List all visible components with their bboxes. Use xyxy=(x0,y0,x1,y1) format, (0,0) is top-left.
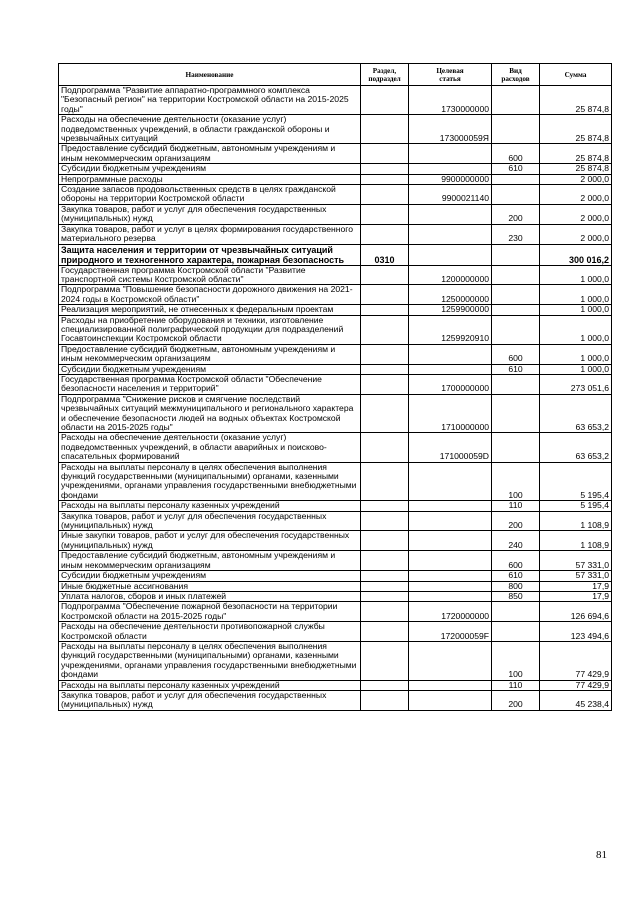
row-sum: 63 653,2 xyxy=(540,433,612,462)
row-expense xyxy=(492,244,540,265)
page-number: 81 xyxy=(596,849,607,861)
row-expense: 850 xyxy=(492,591,540,601)
row-section xyxy=(361,204,409,224)
table-row xyxy=(59,571,612,581)
row-section xyxy=(361,433,409,462)
row-target: 173000059Я xyxy=(409,115,492,144)
row-sum: 2 000,0 xyxy=(540,185,612,205)
row-target xyxy=(409,501,492,511)
row-section: 0310 xyxy=(361,244,409,265)
row-target: 1259920910 xyxy=(409,315,492,344)
row-section xyxy=(361,344,409,364)
table-row xyxy=(59,531,612,551)
row-name: Реализация мероприятий, не отнесенных к федеральным проектам xyxy=(59,305,361,315)
row-expense: 110 xyxy=(492,680,540,690)
row-sum: 1 108,9 xyxy=(540,511,612,531)
row-sum: 2 000,0 xyxy=(540,224,612,244)
header-section: Раздел, подраздел xyxy=(361,64,409,86)
row-target xyxy=(409,571,492,581)
row-name: Подпрограмма "Снижение рисков и смягчение последствий чрезвычайных ситуаций межмуниципального и регионального характера и обеспечение безопасности людей на водных объектах Костромской области на 2015-2025 годы" xyxy=(59,394,361,433)
row-expense xyxy=(492,602,540,622)
row-target xyxy=(409,680,492,690)
row-sum: 45 238,4 xyxy=(540,690,612,710)
table-row xyxy=(59,115,612,144)
table-row xyxy=(59,315,612,344)
row-sum: 5 195,4 xyxy=(540,462,612,501)
row-expense: 610 xyxy=(492,364,540,374)
table-row xyxy=(59,622,612,642)
table-row xyxy=(59,680,612,690)
table-row xyxy=(59,462,612,501)
row-expense: 110 xyxy=(492,501,540,511)
row-section xyxy=(361,364,409,374)
row-sum: 1 000,0 xyxy=(540,364,612,374)
row-section xyxy=(361,285,409,305)
row-expense: 240 xyxy=(492,531,540,551)
header-target: Целевая статья xyxy=(409,64,492,86)
row-name: Расходы на обеспечение деятельности противопожарной службы Костромской области xyxy=(59,622,361,642)
row-target: 1700000000 xyxy=(409,374,492,394)
row-sum: 63 653,2 xyxy=(540,394,612,433)
row-expense xyxy=(492,285,540,305)
row-sum: 1 000,0 xyxy=(540,265,612,285)
row-expense: 100 xyxy=(492,641,540,680)
row-name: Подпрограмма "Обеспечение пожарной безопасности на территории Костромской области на 2015-2025 годы" xyxy=(59,602,361,622)
row-section xyxy=(361,531,409,551)
row-expense: 200 xyxy=(492,511,540,531)
header-expense: Вид расходов xyxy=(492,64,540,86)
row-target xyxy=(409,591,492,601)
row-target: 9900000000 xyxy=(409,174,492,184)
row-expense: 230 xyxy=(492,224,540,244)
row-section xyxy=(361,511,409,531)
row-sum: 126 694,6 xyxy=(540,602,612,622)
row-name: Закупка товаров, работ и услуг для обеспечения государственных (муниципальных) нужд xyxy=(59,690,361,710)
row-expense xyxy=(492,315,540,344)
row-section xyxy=(361,265,409,285)
row-expense: 200 xyxy=(492,204,540,224)
row-expense: 610 xyxy=(492,164,540,174)
table-row xyxy=(59,602,612,622)
table-row xyxy=(59,164,612,174)
row-sum: 25 874,8 xyxy=(540,144,612,164)
table-row xyxy=(59,581,612,591)
row-expense: 600 xyxy=(492,144,540,164)
row-name: Подпрограмма "Развитие аппаратно-программного комплекса "Безопасный регион" на территории Костромской области на 2015-2025 годы" xyxy=(59,86,361,115)
row-section xyxy=(361,394,409,433)
row-expense: 610 xyxy=(492,571,540,581)
row-target: 1720000000 xyxy=(409,602,492,622)
row-sum: 300 016,2 xyxy=(540,244,612,265)
row-section xyxy=(361,622,409,642)
row-name: Расходы на выплаты персоналу казенных учреждений xyxy=(59,501,361,511)
row-name: Расходы на выплаты персоналу в целях обеспечения выполнения функций государственными (муниципальными) органами, казенными учреждениями, органами управления государственными внебюджетными фондами xyxy=(59,641,361,680)
row-target xyxy=(409,531,492,551)
table-row xyxy=(59,204,612,224)
row-sum: 25 874,8 xyxy=(540,164,612,174)
row-section xyxy=(361,315,409,344)
row-name: Государственная программа Костромской области "Развитие транспортной системы Костромской области" xyxy=(59,265,361,285)
row-name: Расходы на выплаты персоналу казенных учреждений xyxy=(59,680,361,690)
row-section xyxy=(361,591,409,601)
row-name: Субсидии бюджетным учреждениям xyxy=(59,364,361,374)
row-section xyxy=(361,374,409,394)
row-sum: 17,9 xyxy=(540,581,612,591)
row-name: Расходы на приобретение оборудования и техники, изготовление специализированной полиграфической продукции для подразделений Госавтоинспекции Костромской области xyxy=(59,315,361,344)
row-target xyxy=(409,581,492,591)
row-section xyxy=(361,164,409,174)
row-expense: 600 xyxy=(492,344,540,364)
row-target xyxy=(409,164,492,174)
row-section xyxy=(361,690,409,710)
row-section xyxy=(361,680,409,690)
table-row xyxy=(59,511,612,531)
table-row xyxy=(59,591,612,601)
row-sum: 77 429,9 xyxy=(540,641,612,680)
row-sum: 57 331,0 xyxy=(540,551,612,571)
row-name: Расходы на выплаты персоналу в целях обеспечения выполнения функций государственными (муниципальными) органами, казенными учреждениями, органами управления государственными внебюджетными фондами xyxy=(59,462,361,501)
table-row xyxy=(59,174,612,184)
row-sum: 25 874,8 xyxy=(540,86,612,115)
table-row xyxy=(59,185,612,205)
row-name: Иные бюджетные ассигнования xyxy=(59,581,361,591)
row-name: Государственная программа Костромской области "Обеспечение безопасности населения и территорий" xyxy=(59,374,361,394)
row-target: 9900021140 xyxy=(409,185,492,205)
row-name: Предоставление субсидий бюджетным, автономным учреждениям и иным некоммерческим организациям xyxy=(59,344,361,364)
table-row xyxy=(59,344,612,364)
row-expense: 600 xyxy=(492,551,540,571)
row-sum: 25 874,8 xyxy=(540,115,612,144)
row-name: Предоставление субсидий бюджетным, автономным учреждениям и иным некоммерческим организациям xyxy=(59,144,361,164)
row-target: 1250000000 xyxy=(409,285,492,305)
row-section xyxy=(361,551,409,571)
row-sum: 1 000,0 xyxy=(540,344,612,364)
row-expense xyxy=(492,622,540,642)
row-target xyxy=(409,462,492,501)
row-section xyxy=(361,571,409,581)
row-target xyxy=(409,204,492,224)
table-body xyxy=(59,86,612,711)
row-section xyxy=(361,581,409,591)
row-sum: 77 429,9 xyxy=(540,680,612,690)
row-name: Создание запасов продовольственных средств в целях гражданской обороны на территории Костромской области xyxy=(59,185,361,205)
row-section xyxy=(361,602,409,622)
row-target xyxy=(409,690,492,710)
row-expense xyxy=(492,374,540,394)
table-row xyxy=(59,224,612,244)
row-expense xyxy=(492,394,540,433)
row-sum: 1 000,0 xyxy=(540,305,612,315)
row-section xyxy=(361,462,409,501)
row-expense: 800 xyxy=(492,581,540,591)
table-row xyxy=(59,374,612,394)
header-name: Наименование xyxy=(59,64,361,86)
row-name: Предоставление субсидий бюджетным, автономным учреждениям и иным некоммерческим организациям xyxy=(59,551,361,571)
row-name: Непрограммные расходы xyxy=(59,174,361,184)
row-target xyxy=(409,641,492,680)
row-expense: 100 xyxy=(492,462,540,501)
row-name: Закупка товаров, работ и услуг в целях формирования государственного материального резерва xyxy=(59,224,361,244)
table-row xyxy=(59,433,612,462)
row-sum: 57 331,0 xyxy=(540,571,612,581)
row-target: 1730000000 xyxy=(409,86,492,115)
row-sum: 123 494,6 xyxy=(540,622,612,642)
table-row xyxy=(59,690,612,710)
row-name: Иные закупки товаров, работ и услуг для обеспечения государственных (муниципальных) нужд xyxy=(59,531,361,551)
row-name: Закупка товаров, работ и услуг для обеспечения государственных (муниципальных) нужд xyxy=(59,204,361,224)
row-sum: 2 000,0 xyxy=(540,204,612,224)
row-expense xyxy=(492,86,540,115)
header-sum: Сумма xyxy=(540,64,612,86)
row-name: Подпрограмма "Повышение безопасности дорожного движения на 2021-2024 годы в Костромской области" xyxy=(59,285,361,305)
table-row xyxy=(59,265,612,285)
table-row xyxy=(59,501,612,511)
budget-table xyxy=(58,63,612,711)
row-sum: 1 108,9 xyxy=(540,531,612,551)
row-target xyxy=(409,244,492,265)
row-section xyxy=(361,501,409,511)
row-sum: 1 000,0 xyxy=(540,315,612,344)
row-expense xyxy=(492,433,540,462)
table-header-row xyxy=(59,64,612,86)
table-row xyxy=(59,244,612,265)
table-row xyxy=(59,551,612,571)
table-row xyxy=(59,394,612,433)
row-expense xyxy=(492,174,540,184)
row-section xyxy=(361,224,409,244)
row-sum: 273 051,6 xyxy=(540,374,612,394)
row-target: 1200000000 xyxy=(409,265,492,285)
row-expense xyxy=(492,265,540,285)
row-section xyxy=(361,641,409,680)
row-target xyxy=(409,144,492,164)
row-target: 1259900000 xyxy=(409,305,492,315)
table-row xyxy=(59,86,612,115)
row-target xyxy=(409,364,492,374)
row-expense: 200 xyxy=(492,690,540,710)
row-expense xyxy=(492,185,540,205)
row-expense xyxy=(492,115,540,144)
table-row xyxy=(59,641,612,680)
row-target xyxy=(409,511,492,531)
table-row xyxy=(59,285,612,305)
row-sum: 5 195,4 xyxy=(540,501,612,511)
row-name: Уплата налогов, сборов и иных платежей xyxy=(59,591,361,601)
row-section xyxy=(361,144,409,164)
row-section xyxy=(361,86,409,115)
row-expense xyxy=(492,305,540,315)
row-name: Расходы на обеспечение деятельности (оказание услуг) подведомственных учреждений, в области гражданской обороны и чрезвычайных ситуаций xyxy=(59,115,361,144)
table-row xyxy=(59,144,612,164)
row-sum: 1 000,0 xyxy=(540,285,612,305)
row-target: 1710000000 xyxy=(409,394,492,433)
row-sum: 17,9 xyxy=(540,591,612,601)
row-section xyxy=(361,185,409,205)
row-section xyxy=(361,115,409,144)
row-target xyxy=(409,551,492,571)
row-name: Субсидии бюджетным учреждениям xyxy=(59,164,361,174)
row-name: Защита населения и территории от чрезвычайных ситуаций природного и техногенного характера, пожарная безопасность xyxy=(59,244,361,265)
row-name: Субсидии бюджетным учреждениям xyxy=(59,571,361,581)
row-target xyxy=(409,344,492,364)
row-sum: 2 000,0 xyxy=(540,174,612,184)
row-target xyxy=(409,224,492,244)
table-row xyxy=(59,305,612,315)
row-target: 172000059F xyxy=(409,622,492,642)
row-target: 171000059D xyxy=(409,433,492,462)
row-name: Закупка товаров, работ и услуг для обеспечения государственных (муниципальных) нужд xyxy=(59,511,361,531)
row-section xyxy=(361,174,409,184)
row-name: Расходы на обеспечение деятельности (оказание услуг) подведомственных учреждений, в области аварийных и поисково-спасательных формирований xyxy=(59,433,361,462)
row-section xyxy=(361,305,409,315)
table-row xyxy=(59,364,612,374)
